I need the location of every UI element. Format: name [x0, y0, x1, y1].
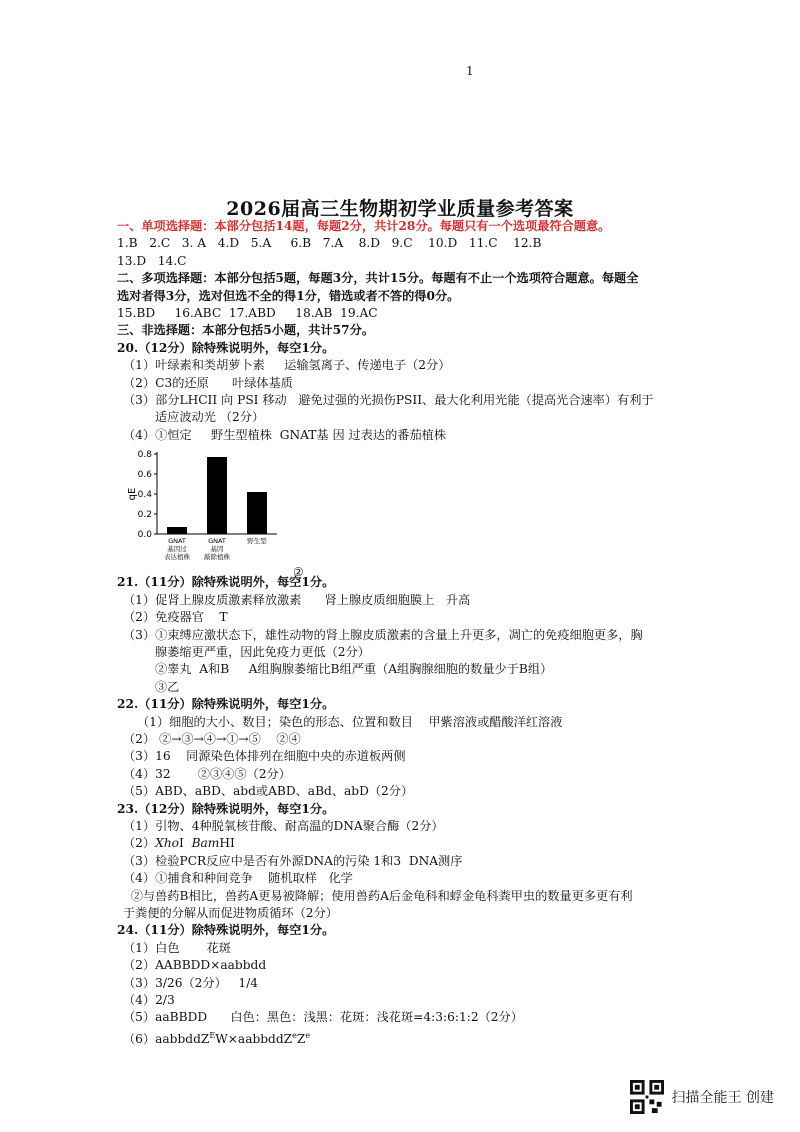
answer-line-23-2	[117, 835, 717, 852]
x-tick-label: GNAT	[208, 537, 226, 546]
scanner-brand-text: 扫描全能王 创建	[671, 1090, 774, 1106]
answer-line: ②与兽药B相比，兽药A更易被降解；使用兽药A后金龟科和蜉金龟科粪甲虫的数量更多更有利	[123, 888, 633, 903]
answer-line: （3）部分LHCII 向 PSI 移动 避免过强的光损伤PSII、最大化利用光能（提高光合速率）有利于	[123, 393, 654, 408]
x-tick-label: 敲除植株	[204, 553, 230, 562]
answer-line: （1）引物、4种脱氧核苷酸、耐高温的DNA聚合酶（2分）	[123, 818, 444, 833]
genotype-sup: e	[305, 1030, 311, 1040]
chart-svg	[127, 446, 327, 574]
y-axis-label: qE	[127, 487, 138, 501]
answer-line: （4）①恒定 野生型植株 GNAT基 因 过表达的番茄植株	[123, 427, 447, 442]
genotype-part: Z	[296, 1031, 306, 1046]
enzyme-bam-suffix: HⅠ	[219, 836, 235, 851]
answer-line: ③乙	[155, 679, 180, 694]
bar-1	[207, 457, 227, 534]
x-tick-label: 基因	[210, 545, 224, 554]
chart-subquestion-label: ②	[293, 565, 304, 580]
answer-line: （4）①捕食和种间竞争 随机取样 化学	[123, 871, 353, 886]
answer-line: ②睾丸 A和B A组胸腺萎缩比B组严重（A组胸腺细胞的数量少于B组）	[155, 662, 553, 677]
genotype-sup: e	[292, 1030, 297, 1040]
line-prefix: （2）	[123, 836, 156, 851]
answer-line: 20.（12分）除特殊说明外，每空1分。	[117, 340, 335, 355]
answer-line: （4）32 ②③④⑤（2分）	[123, 766, 291, 781]
y-tick-label: 0.6	[137, 470, 152, 481]
x-tick-label: GNAT	[168, 537, 186, 546]
answer-line: 于粪便的分解从而促进物质循环（2分）	[123, 906, 338, 920]
answer-line: （1）促肾上腺皮质激素释放激素 肾上腺皮质细胞膜上 升高	[123, 592, 471, 607]
y-tick-label: 0.0	[137, 530, 152, 541]
answer-line: 腺萎缩更严重，因此免疫力更低（2分）	[155, 644, 370, 659]
answer-line: （4）2/3	[123, 993, 175, 1008]
y-tick-label: 0.2	[137, 510, 152, 521]
page-title: 2026届高三生物期初学业质量参考答案	[226, 198, 574, 220]
bar-2	[247, 492, 267, 534]
answer-block-2	[117, 574, 717, 835]
answer-line: （3）①束缚应激状态下，雄性动物的肾上腺皮质激素的含量上升更多，凋亡的免疫细胞更多，胸	[123, 627, 643, 642]
answer-block-3	[117, 853, 717, 1027]
answer-line: 22.（11分）除特殊说明外，每空1分。	[117, 697, 335, 712]
answer-block-1	[117, 218, 717, 444]
answer-line: （2）AABBDD×aabbdd	[123, 958, 267, 973]
answer-line: （1）白色 花斑	[123, 940, 231, 955]
genotype-part: W×aabbddZ	[215, 1031, 293, 1046]
answer-line: （5）ABD、aBD、abd或ABD、aBd、abD（2分）	[123, 784, 414, 799]
genotype-part: （6）aabbddZ	[123, 1031, 210, 1046]
y-tick-label: 0.8	[137, 450, 152, 461]
answer-line: 选对者得3分，选对但选不全的得1分，错选或者不答的得0分。	[117, 288, 460, 303]
answer-line: （3）3/26（2分） 1/4	[123, 975, 259, 990]
qe-bar-chart	[127, 446, 717, 580]
answer-line: （2）免疫器官 T	[123, 610, 228, 625]
answer-line: 15.BD 16.ABC 17.ABD 18.AB 19.AC	[117, 306, 378, 321]
enzyme-bam: Bam	[191, 836, 220, 851]
answer-line: 24.（11分）除特殊说明外，每空1分。	[117, 923, 335, 938]
answer-line: （3）检验PCR反应中是否有外源DNA的污染 1和3 DNA测序	[123, 853, 463, 868]
answer-line: （2）C3的还原 叶绿体基质	[123, 375, 293, 390]
genotype-sup: E	[209, 1030, 216, 1040]
answer-line: 23.（12分）除特殊说明外，每空1分。	[117, 801, 335, 816]
answer-line: 1.B 2.C 3. A 4.D 5.A 6.B 7.A 8.D 9.C 10.D 11.C 12.B	[117, 236, 542, 251]
x-tick-label: 表达植株	[164, 553, 190, 562]
answer-line: （1）细胞的大小、数目；染色的形态、位置和数目 甲紫溶液或醋酸洋红溶液	[137, 714, 563, 729]
page-number: 1	[466, 64, 474, 78]
answer-line-24-6	[117, 1027, 717, 1048]
answer-line: 三、非选择题：本部分包括5小题，共计57分。	[117, 323, 375, 338]
enzyme-xho-suffix: Ⅰ	[179, 836, 192, 851]
answer-line: （1）叶绿素和类胡萝卜素 运输氢离子、传递电子（2分）	[123, 358, 451, 373]
bar-0	[167, 527, 187, 534]
answer-line: 二、多项选择题：本部分包括5题，每题3分，共计15分。每题有不止一个选项符合题意。每题全	[117, 271, 639, 286]
answer-line: （5）aaBBDD 白色：黑色：浅黑：花斑：浅花斑=4:3:6:1:2（2分）	[123, 1010, 523, 1025]
x-tick-label: 野生型	[247, 537, 267, 546]
answer-line: 21.（11分）除特殊说明外，每空1分。	[117, 575, 335, 590]
enzyme-xho: Xho	[155, 836, 180, 851]
qr-code-icon	[630, 1080, 664, 1114]
answer-content	[117, 218, 717, 1048]
scanner-watermark	[630, 1080, 774, 1114]
y-tick-label: 0.4	[137, 490, 152, 501]
answer-line: 一、单项选择题：本部分包括14题，每题2分，共计28分。每题只有一个选项最符合题意。	[117, 219, 611, 233]
answer-line: （2） ②→③→④→①→⑤ ②④	[123, 731, 301, 746]
answer-line: （3）16 同源染色体排列在细胞中央的赤道板两侧	[123, 749, 406, 764]
x-tick-label: 基因过	[167, 545, 187, 554]
answer-line: 13.D 14.C	[117, 253, 187, 268]
answer-line: 适应波动光 （2分）	[155, 410, 265, 425]
